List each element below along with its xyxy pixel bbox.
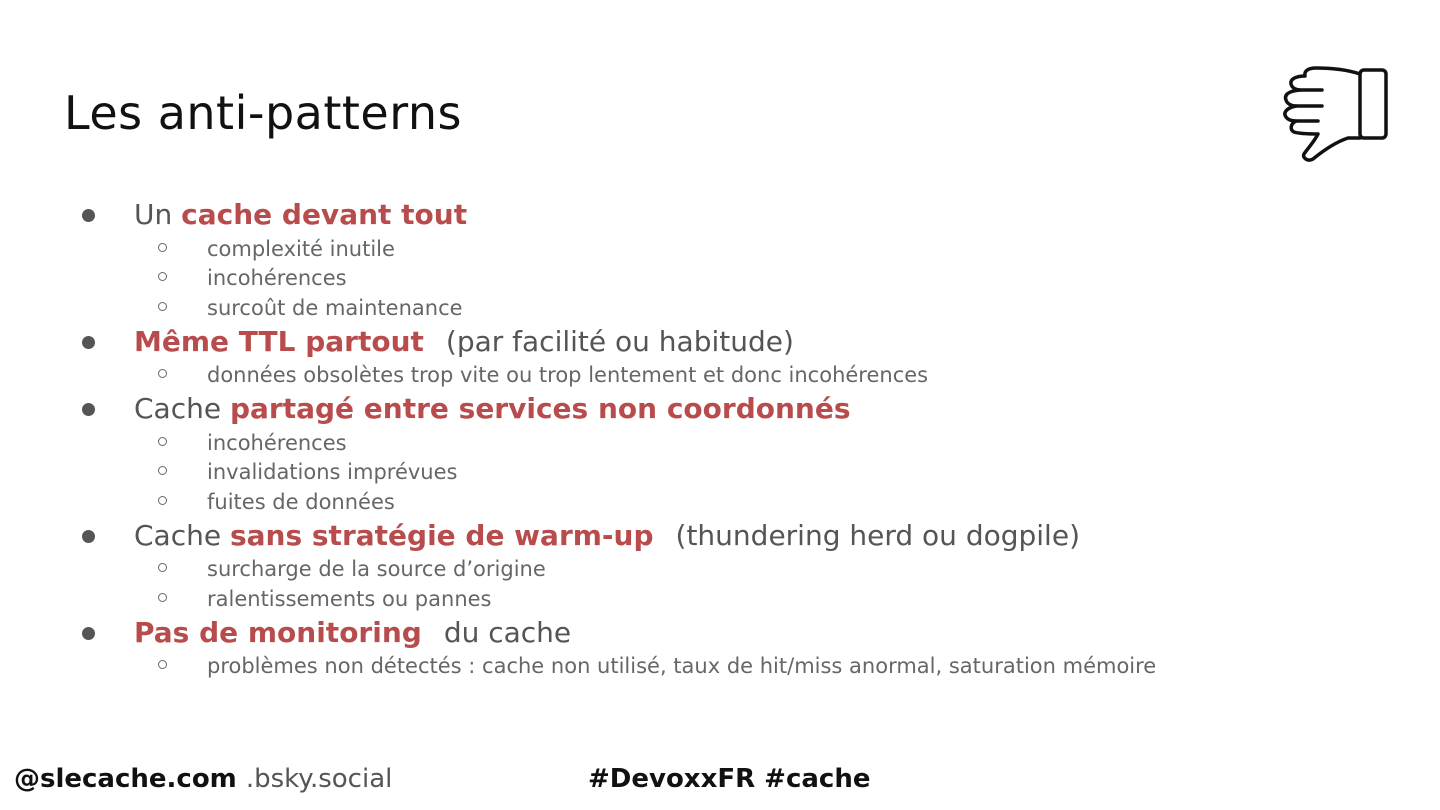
sub-list-item: incohérences xyxy=(207,266,347,290)
sub-list-item: fuites de données xyxy=(207,490,395,514)
list-item xyxy=(134,392,851,426)
sub-bullet-circle xyxy=(158,302,167,311)
handle-name: @slecache.com xyxy=(14,764,237,794)
sub-list-item: complexité inutile xyxy=(207,237,395,261)
slide-title: Les anti-patterns xyxy=(64,86,462,140)
item-suffix: (par facilité ou habitude) xyxy=(445,325,794,358)
bullet-dot xyxy=(82,336,95,349)
bullet-dot xyxy=(82,209,95,222)
list-item xyxy=(134,198,467,232)
social-handle xyxy=(14,764,392,794)
sub-list-item: surcharge de la source d’origine xyxy=(207,557,546,581)
sub-list-item: incohérences xyxy=(207,431,347,455)
item-highlight: sans stratégie de warm-up xyxy=(229,519,654,552)
item-prefix: Cache xyxy=(134,392,230,425)
list-item xyxy=(134,616,571,650)
handle-suffix: .bsky.social xyxy=(245,764,393,794)
sub-list-item: invalidations imprévues xyxy=(207,460,458,484)
item-highlight: cache devant tout xyxy=(181,198,468,231)
item-highlight: Même TTL partout xyxy=(134,325,424,358)
sub-bullet-circle xyxy=(158,243,167,252)
sub-bullet-circle xyxy=(158,437,167,446)
sub-bullet-circle xyxy=(158,272,167,281)
item-highlight: Pas de monitoring xyxy=(134,616,422,649)
sub-list-item: ralentissements ou pannes xyxy=(207,587,492,611)
item-prefix: Un xyxy=(134,198,182,231)
sub-bullet-circle xyxy=(158,593,167,602)
sub-list-item: problèmes non détectés : cache non utilisé, taux de hit/miss anormal, saturation mémoire xyxy=(207,654,1157,678)
sub-bullet-circle xyxy=(158,496,167,505)
item-suffix: du cache xyxy=(443,616,572,649)
sub-list-item: données obsolètes trop vite ou trop lentement et donc incohérences xyxy=(207,363,929,387)
sub-list-item: surcoût de maintenance xyxy=(207,296,463,320)
sub-bullet-circle xyxy=(158,369,167,378)
sub-bullet-circle xyxy=(158,563,167,572)
item-prefix: Cache xyxy=(134,519,230,552)
bullet-dot xyxy=(82,530,95,543)
item-suffix: (thundering herd ou dogpile) xyxy=(675,519,1080,552)
bullet-dot xyxy=(82,403,95,416)
item-highlight: partagé entre services non coordonnés xyxy=(229,392,851,425)
list-item xyxy=(134,519,1080,553)
bullet-dot xyxy=(82,627,95,640)
sub-bullet-circle xyxy=(158,660,167,669)
list-item xyxy=(134,325,794,359)
hashtags: #DevoxxFR #cache xyxy=(588,764,871,794)
sub-bullet-circle xyxy=(158,466,167,475)
